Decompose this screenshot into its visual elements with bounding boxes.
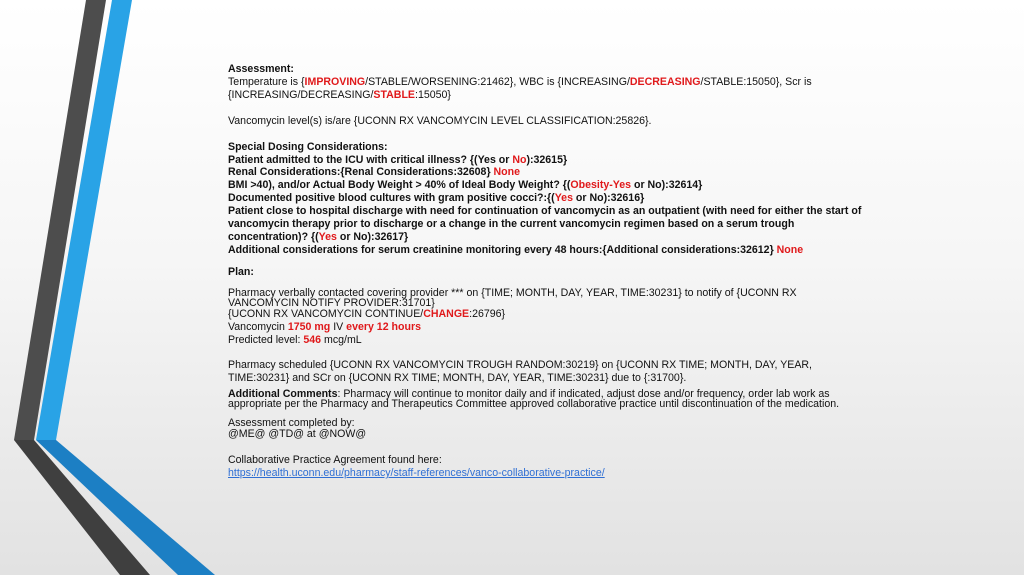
note-template — [228, 63, 868, 480]
vanco-level-line: Vancomycin level(s) is/are {UCONN RX VANCOMYCIN LEVEL CLASSIFICATION:25826}. — [228, 114, 652, 127]
creatinine-monitoring-line: Additional considerations for serum creatinine monitoring every 48 hours:{Additional considerations:32612} None — [228, 243, 804, 256]
additional-comments: Additional Comments: Pharmacy will continue to monitor daily and if indicated, adjust dose and/or frequency, order lab work as appropriate per the Pharmacy and Therapeutics Committee approved collaborative practice until discontinuation of the medication. — [228, 388, 840, 411]
continue-change-line: {UCONN RX VANCOMYCIN CONTINUE/CHANGE:26796} — [228, 307, 506, 320]
cultures-line: Documented positive blood cultures with gram positive cocci?:{(Yes or No):32616} — [228, 192, 645, 205]
dose-line: Vancomycin 1750 mg IV every 12 hours — [228, 320, 421, 333]
agreement-row — [228, 467, 868, 480]
predicted-level-line: Predicted level: 546 mcg/mL — [228, 333, 362, 346]
renal-line: Renal Considerations:{Renal Considerations:32608} None — [228, 166, 520, 179]
special-dosing-section — [228, 141, 868, 257]
assessment-heading: Assessment: — [228, 63, 294, 75]
plan-heading: Plan: — [228, 265, 254, 278]
discharge-line: Patient close to hospital discharge with need for continuation of vancomycin as an outpatient (with need for either the start of vancomycin therapy prior to discharge or a change in the current vancomycin regimen based on a serum trough concentration)? {(Yes or No):32617} — [228, 205, 862, 243]
scheduled-labs-line: Pharmacy scheduled {UCONN RX VANCOMYCIN TROUGH RANDOM:30219} on {UCONN RX TIME; MONTH, DAY, YEAR, TIME:30231} and SCr on {UCONN RX TIME; MONTH, DAY, YEAR, TIME:30231} due to {:31700}. — [228, 359, 812, 385]
completed-by-label: Assessment completed by: — [228, 417, 355, 430]
completed-by-tokens: @ME@ @TD@ at @NOW@ — [228, 428, 367, 441]
icu-line: Patient admitted to the ICU with critical illness? {(Yes or No):32615} — [228, 153, 568, 166]
decorative-stripes — [0, 0, 260, 575]
assessment-labs: Temperature is {IMPROVING/STABLE/WORSENING:21462}, WBC is {INCREASING/DECREASING/STABLE:15050}, Scr is {INCREASING/DECREASING/STABLE:15050} — [228, 75, 812, 101]
provider-contact-line: Pharmacy verbally contacted covering provider *** on {TIME; MONTH, DAY, YEAR, TIME:30231} to notify of {UCONN RX VANCOMYCIN NOTIFY PROVIDER:31701} — [228, 286, 797, 309]
agreement-label: Collaborative Practice Agreement found here: — [228, 454, 442, 467]
agreement-link[interactable]: https://health.uconn.edu/pharmacy/staff-references/vanco-collaborative-practice/ — [228, 467, 605, 480]
special-dosing-heading: Special Dosing Considerations: — [228, 140, 388, 153]
bmi-line: BMI >40), and/or Actual Body Weight > 40% of Ideal Body Weight? {(Obesity-Yes or No):32614} — [228, 179, 703, 192]
